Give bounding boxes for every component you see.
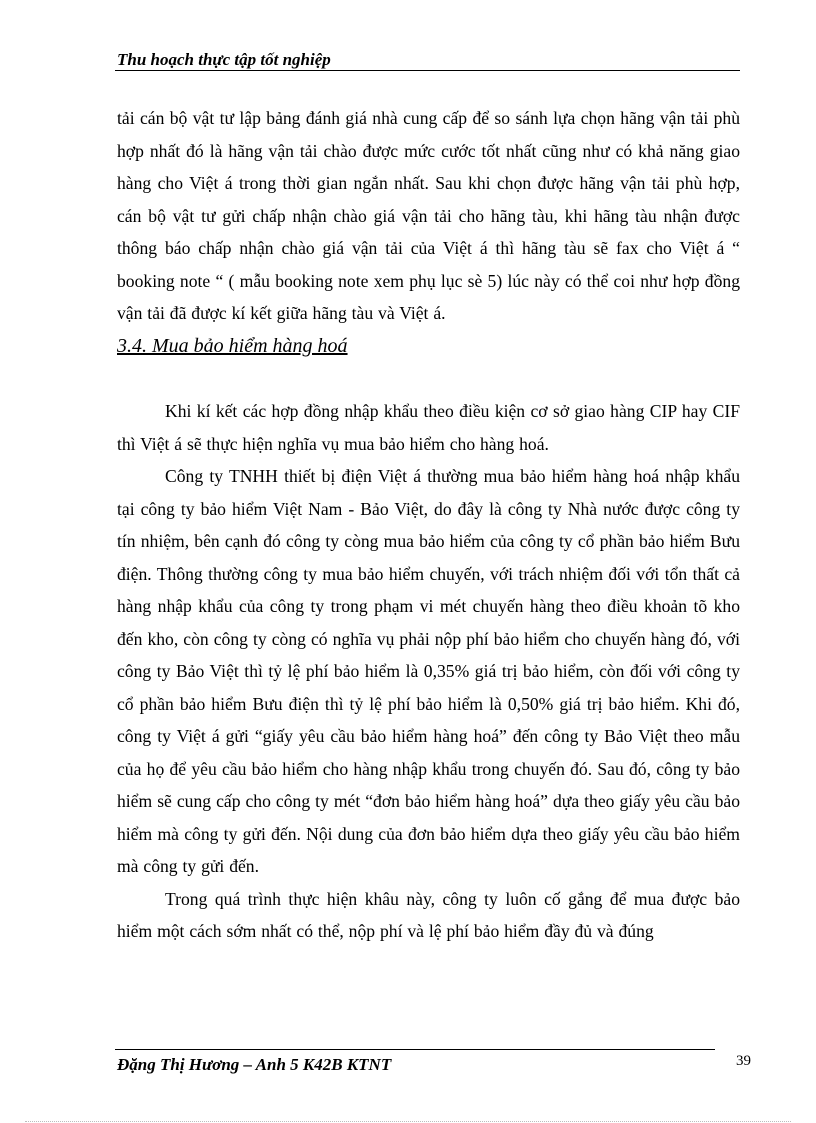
paragraph-3: Trong quá trình thực hiện khâu này, công ty luôn cố gắng để mua được bảo hiểm một cách sớm nhất có thể, nộp phí và lệ phí bảo hiểm đầy đủ và đúng [117, 888, 740, 941]
paragraph-2: Công ty TNHH thiết bị điện Việt á thường mua bảo hiểm hàng hoá nhập khẩu tại công ty bảo hiểm Việt Nam - Bảo Việt, do đây là công ty Nhà nước được công ty tín nhiệm, bên cạnh đó công ty còng mua bảo hiểm của công ty cổ phần bảo hiểm Bưu điện. Thông thường công ty mua bảo hiểm chuyến, với trách nhiệm đối với tổn thất cả hàng nhập khẩu của công ty trong phạm vi mét chuyến hàng theo điều khoản tõ kho đến kho, còn công ty còng có nghĩa vụ phải nộp phí bảo hiểm cho chuyến hàng đó, với công ty Bảo Việt thì tỷ lệ phí bảo hiểm là 0,35% giá trị bảo hiểm, còn đối với công ty cổ phần bảo hiểm Bưu điện thì tỷ lệ phí bảo hiểm là 0,50% giá trị bảo hiểm. Khi đó, công ty Việt á gửi “giấy yêu cầu bảo hiểm hàng hoá” đến công ty Bảo Việt theo mẫu của họ để yêu cầu bảo hiểm cho hàng nhập khẩu trong chuyến đó. Sau đó, công ty bảo hiểm sẽ cung cấp cho công ty mét “đơn bảo hiểm hàng hoá” dựa theo giấy yêu cầu bảo hiểm mà công ty gửi đến. Nội dung của đơn bảo hiểm dựa theo giấy yêu cầu bảo hiểm mà công ty gửi đến. [117, 466, 740, 876]
section-heading: 3.4. Mua bảo hiểm hàng hoá [117, 335, 348, 357]
page-bottom-border [25, 1121, 791, 1122]
footer-author: Đặng Thị Hương – Anh 5 K42B KTNT [117, 1055, 392, 1074]
footer-rule [115, 1049, 715, 1050]
paragraph-1: Khi kí kết các hợp đồng nhập khẩu theo điều kiện cơ sở giao hàng CIP hay CIF thì Việt á sẽ thực hiện nghĩa vụ mua bảo hiểm cho hàng hoá. [117, 401, 740, 454]
section-body [117, 395, 740, 948]
intro-paragraph-block [117, 102, 740, 330]
page-number: 39 [736, 1053, 751, 1069]
intro-paragraph: tải cán bộ vật tư lập bảng đánh giá nhà cung cấp để so sánh lựa chọn hãng vận tải phù hợp nhất đó là hãng vận tải chào được mức cước tốt nhất cũng như có khả năng giao hàng cho Việt á trong thời gian ngắn nhất. Sau khi chọn được hãng vận tải phù hợp, cán bộ vật tư gửi chấp nhận chào giá vận tải cho hãng tàu, khi hãng tàu nhận được thông báo chấp nhận chào giá vận tải của Việt á thì hãng tàu sẽ fax cho Việt á “ booking note “ ( mẫu booking note xem phụ lục sè 5) lúc này có thể coi như hợp đồng vận tải đã được kí kết giữa hãng tàu và Việt á. [117, 108, 740, 323]
header-rule [115, 70, 740, 71]
header-title: Thu hoạch thực tập tốt nghiệp [117, 50, 331, 69]
